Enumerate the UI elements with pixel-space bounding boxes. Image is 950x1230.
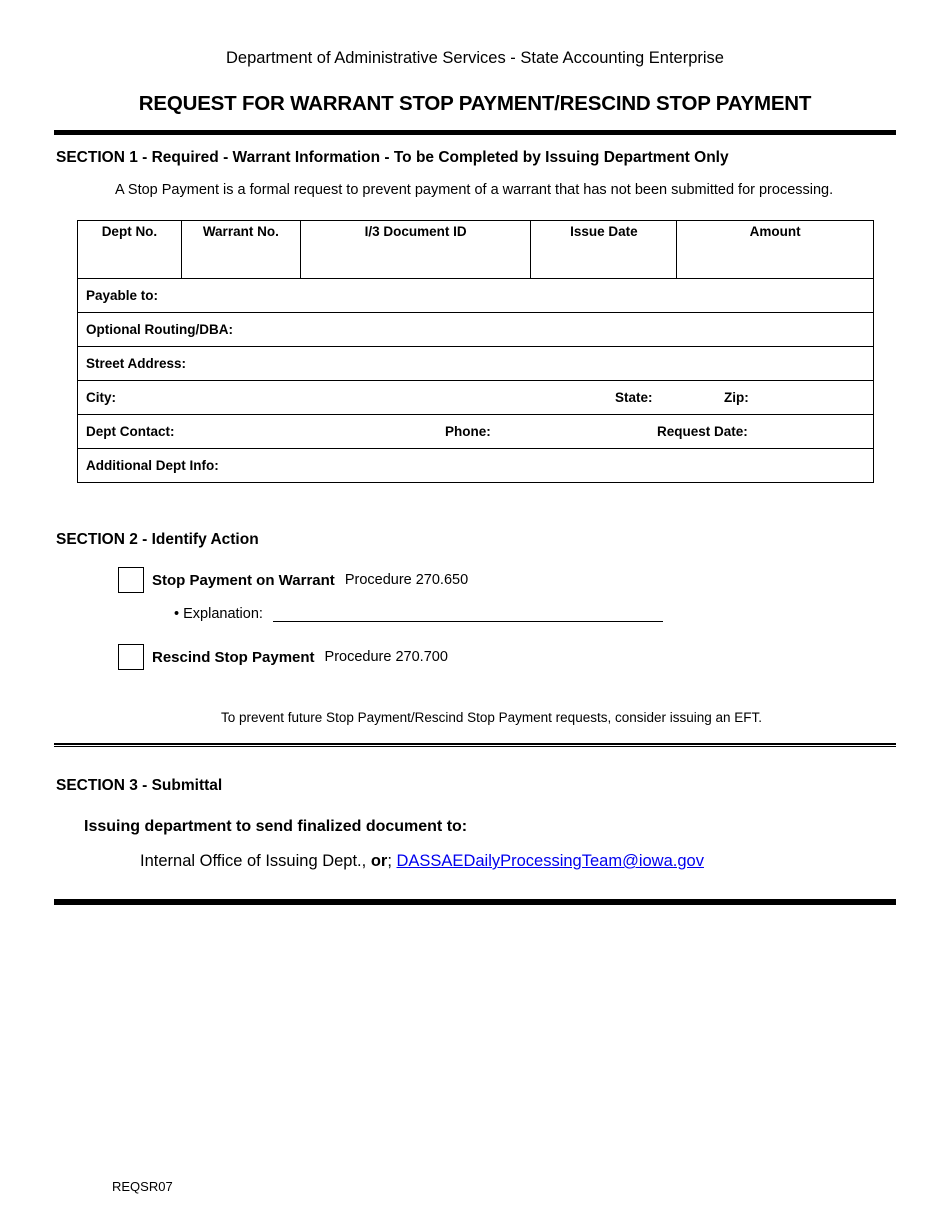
city-field[interactable]: City: <box>86 389 116 405</box>
form-title: REQUEST FOR WARRANT STOP PAYMENT/RESCIND STOP PAYMENT <box>138 92 812 115</box>
request-date-field[interactable]: Request Date: <box>657 423 748 439</box>
stop-payment-option <box>118 567 468 593</box>
warrant-header-row <box>78 221 874 279</box>
section1-description: A Stop Payment is a formal request to prevent payment of a warrant that has not been submitted for processing. <box>115 182 834 198</box>
dept-contact-field[interactable]: Dept Contact: <box>86 423 175 439</box>
or-text: or <box>370 852 388 870</box>
city-state-zip-row <box>78 381 874 415</box>
rescind-option <box>118 644 448 670</box>
section1-heading: SECTION 1 - Required - Warrant Information - To be Completed by Issuing Department Only <box>56 149 729 166</box>
phone-field[interactable]: Phone: <box>445 423 491 439</box>
bullet-icon: • <box>174 606 180 622</box>
email-link[interactable]: DASSAEDailyProcessingTeam@iowa.gov <box>396 852 704 870</box>
section3-heading: SECTION 3 - Submittal <box>56 777 223 794</box>
street-address-field[interactable]: Street Address: <box>78 347 874 381</box>
contact-row <box>78 415 874 449</box>
department-header: Department of Administrative Services - State Accounting Enterprise <box>226 49 724 67</box>
section3-divider <box>54 899 896 905</box>
section2-heading: SECTION 2 - Identify Action <box>56 531 259 548</box>
warrant-no-field[interactable]: Warrant No. <box>181 221 300 279</box>
rescind-procedure: Procedure 270.700 <box>324 649 448 665</box>
issue-date-field[interactable]: Issue Date <box>531 221 677 279</box>
submittal-destination <box>140 852 704 871</box>
warrant-info-table <box>77 220 874 483</box>
zip-field[interactable]: Zip: <box>724 389 749 405</box>
rescind-label: Rescind Stop Payment <box>152 648 315 666</box>
document-id-field[interactable]: I/3 Document ID <box>300 221 531 279</box>
form-code: REQSR07 <box>112 1179 173 1194</box>
stop-payment-procedure: Procedure 270.650 <box>344 572 469 588</box>
separator-text: ; <box>387 852 397 870</box>
section2-divider <box>54 743 896 747</box>
dept-no-field[interactable]: Dept No. <box>78 221 182 279</box>
rescind-checkbox[interactable] <box>118 644 144 670</box>
stop-payment-checkbox[interactable] <box>118 567 144 593</box>
additional-info-field[interactable]: Additional Dept Info: <box>78 449 874 483</box>
amount-field[interactable]: Amount <box>677 221 874 279</box>
stop-payment-label: Stop Payment on Warrant <box>152 571 335 589</box>
eft-note: To prevent future Stop Payment/Rescind Stop Payment requests, consider issuing an EFT. <box>221 710 763 725</box>
explanation-line <box>174 606 663 622</box>
explanation-label: Explanation: <box>183 606 263 622</box>
title-divider <box>54 130 896 135</box>
state-field[interactable]: State: <box>615 389 653 405</box>
office-text: Internal Office of Issuing Dept., <box>140 852 371 870</box>
explanation-input[interactable] <box>273 607 663 622</box>
routing-dba-field[interactable]: Optional Routing/DBA: <box>78 313 874 347</box>
payable-to-field[interactable]: Payable to: <box>78 279 874 313</box>
submittal-instruction: Issuing department to send finalized document to: <box>84 818 468 835</box>
